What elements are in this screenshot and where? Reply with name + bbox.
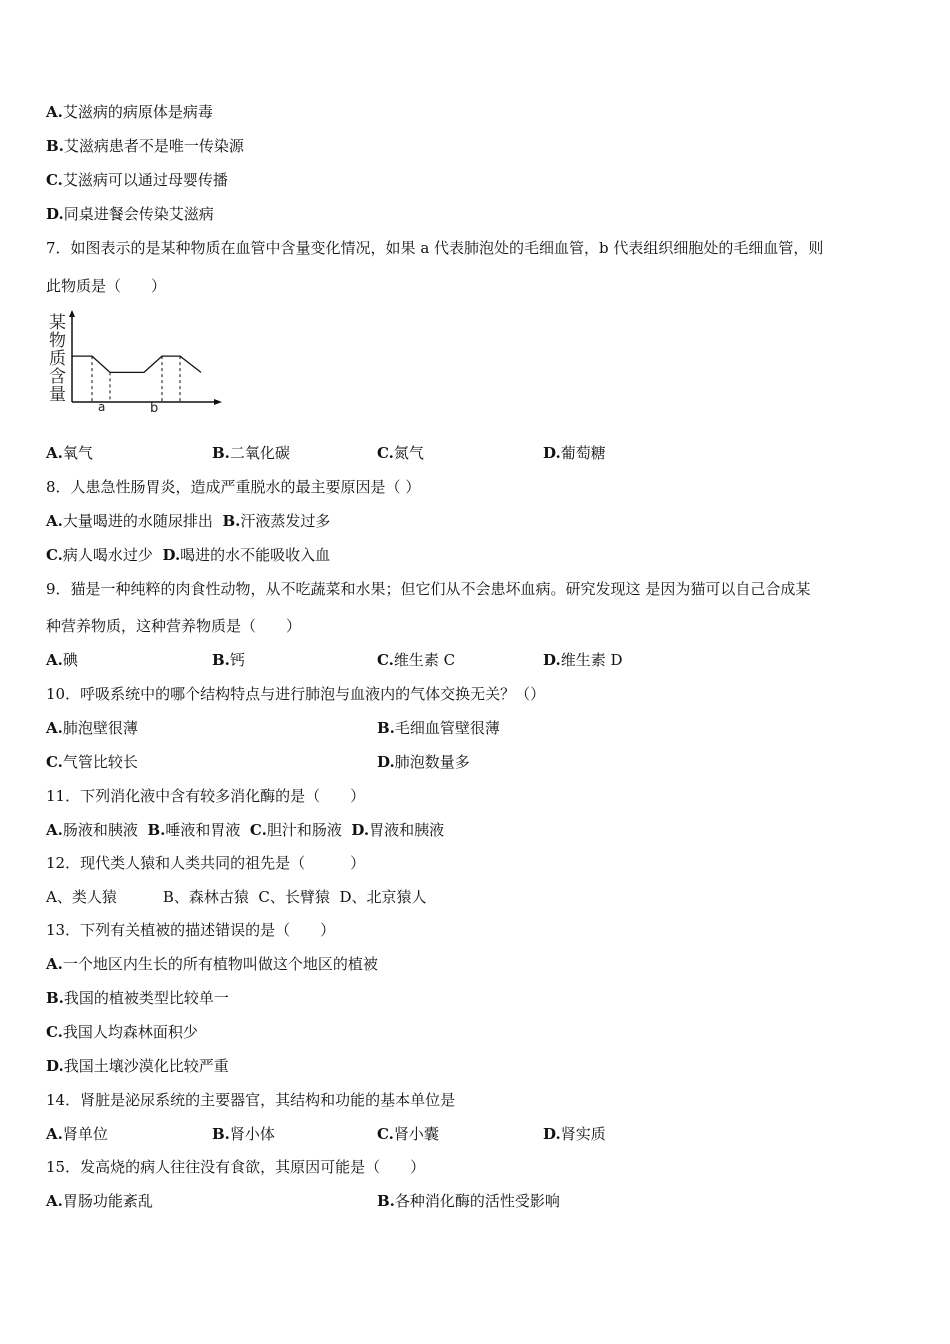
q10-option-b: B.毛细血管壁很薄: [377, 719, 500, 737]
q12-options: A、类人猿 B、森林古猿 C、长臂猿 D、北京猿人: [46, 888, 427, 906]
figure-ylabel-char: 量: [49, 385, 66, 405]
q6-option-d: D.同桌进餐会传染艾滋病: [46, 205, 214, 223]
q10-stem: 10．呼吸系统中的哪个结构特点与进行肺泡与血液内的气体交换无关？（）: [46, 685, 546, 703]
figure-curve: [72, 356, 201, 372]
q13-option-b: B.我国的植被类型比较单一: [46, 989, 229, 1007]
q6-option-b: B.艾滋病患者不是唯一传染源: [46, 137, 244, 155]
figure-ylabel: [49, 313, 66, 405]
q7-stem-line2: 此物质是（ ）: [46, 277, 167, 295]
figure-ylabel-char: 质: [49, 349, 66, 369]
q9-option-c: C.维生素 C: [377, 651, 456, 669]
q14-option-d: D.肾实质: [543, 1125, 606, 1143]
q13-option-a: A.一个地区内生长的所有植物叫做这个地区的植被: [46, 955, 378, 973]
q8-stem: 8．人患急性肠胃炎，造成严重脱水的最主要原因是（ ）: [46, 478, 421, 496]
q15-option-b: B.各种消化酶的活性受影响: [377, 1192, 560, 1210]
figure-dashed-lines: [92, 356, 180, 402]
q9-option-d: D.维生素 D: [543, 651, 623, 669]
q10-option-c: C.气管比较长: [46, 753, 138, 771]
q13-option-d: D.我国土壤沙漠化比较严重: [46, 1057, 229, 1075]
q9-option-a: A.碘: [46, 651, 78, 669]
q9-stem-line1: 9．猫是一种纯粹的肉食性动物，从不吃蔬菜和水果；但它们从不会患坏血病。研究发现这 是因为猫可以自己合成某: [46, 580, 811, 598]
q7-option-b: B.二氧化碳: [212, 444, 290, 462]
q9-stem-line2: 种营养物质，这种营养物质是（ ）: [46, 617, 302, 635]
figure-xlabel-b: b: [150, 401, 159, 416]
q10-option-a: A.肺泡壁很薄: [46, 719, 138, 737]
q12-stem: 12．现代类人猿和人类共同的祖先是（ ）: [46, 854, 366, 872]
q15-option-a: A.胃肠功能紊乱: [46, 1192, 153, 1210]
figure-ylabel-char: 某: [49, 313, 66, 333]
q11-stem: 11．下列消化液中含有较多消化酶的是（ ）: [46, 787, 366, 805]
q7-figure: [46, 308, 226, 418]
q11-options: A.肠液和胰液 B.唾液和胃液 C.胆汁和肠液 D.胃液和胰液: [46, 821, 445, 839]
q14-option-a: A.肾单位: [46, 1125, 108, 1143]
q13-option-c: C.我国人均森林面积少: [46, 1023, 198, 1041]
q7-option-c: C.氮气: [377, 444, 424, 462]
q7-option-a: A.氧气: [46, 444, 93, 462]
q10-option-d: D.肺泡数量多: [377, 753, 470, 771]
q7-option-d: D.葡萄糖: [543, 444, 606, 462]
q8-row2: C.病人喝水过少 D.喝进的水不能吸收入血: [46, 546, 331, 564]
q15-stem: 15．发高烧的病人往往没有食欲，其原因可能是（ ）: [46, 1158, 426, 1176]
q6-option-a: A.艾滋病的病原体是病毒: [46, 103, 213, 121]
figure-xlabel-a: a: [98, 400, 106, 414]
q7-stem-line1: 7．如图表示的是某种物质在血管中含量变化情况，如果 a 代表肺泡处的毛细血管，b 代表组织细胞处的毛细血管，则: [46, 239, 824, 257]
figure-x-arrow: [214, 399, 222, 405]
q14-option-b: B.肾小体: [212, 1125, 275, 1143]
figure-ylabel-char: 含: [49, 367, 66, 387]
q13-stem: 13．下列有关植被的描述错误的是（ ）: [46, 921, 336, 939]
q9-option-b: B.钙: [212, 651, 245, 669]
q14-stem: 14．肾脏是泌尿系统的主要器官，其结构和功能的基本单位是: [46, 1091, 456, 1109]
figure-ylabel-char: 物: [49, 331, 66, 351]
q14-option-c: C.肾小囊: [377, 1125, 439, 1143]
q8-row1: A.大量喝进的水随尿排出 B.汗液蒸发过多: [46, 512, 331, 530]
q6-option-c: C.艾滋病可以通过母婴传播: [46, 171, 228, 189]
figure-y-arrow: [69, 310, 75, 317]
